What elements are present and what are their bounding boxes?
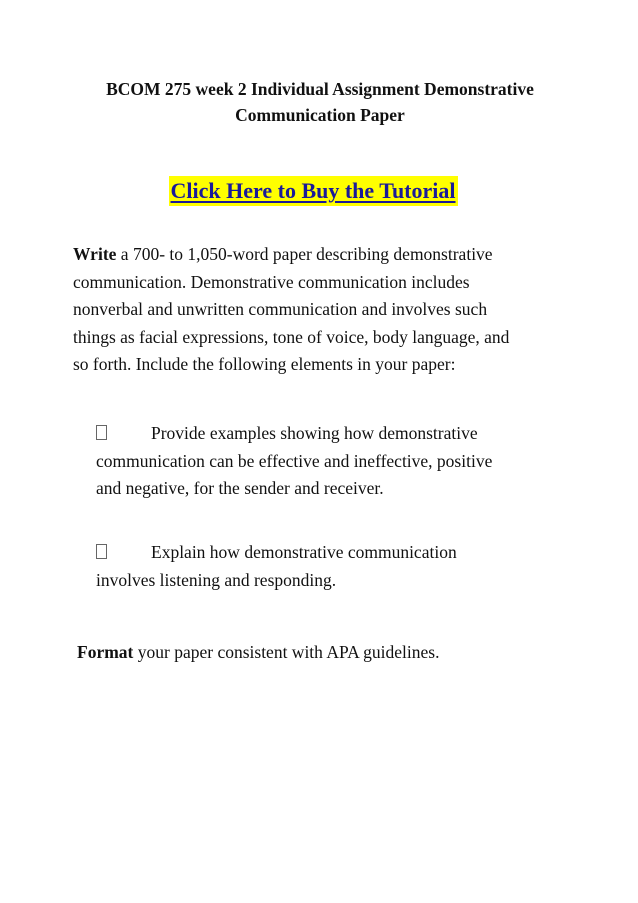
intro-line: so forth. Include the following elements in your paper: [73,354,456,374]
bullet-text: Explain how demonstrative communication [151,542,457,562]
checkbox-icon [96,544,107,559]
intro-line: communication. Demonstrative communication includes [73,271,470,292]
title-line: Communication Paper [235,105,405,125]
bullet-line: and negative, for the sender and receiver. [96,478,384,498]
bullet-line: communication can be effective and ineffective, positive [96,450,493,471]
intro-line: things as facial expressions, tone of voice, body language, and [73,326,510,347]
buy-link-container [0,176,638,206]
buy-tutorial-link[interactable]: Click Here to Buy the Tutorial [169,176,458,206]
format-bold-word: Format [77,642,134,662]
intro-line [73,241,573,269]
intro-line: nonverbal and unwritten communication and involves such [73,299,488,319]
format-paragraph [77,639,577,667]
bullet-item [96,420,576,503]
checkbox-icon [96,425,107,440]
title-line: BCOM 275 week 2 Individual Assignment Demonstrative [106,79,534,99]
bullet-line: involves listening and responding. [96,569,337,590]
intro-text: a 700- to 1,050-word paper describing demonstrative [116,244,493,264]
intro-paragraph [73,241,573,379]
format-text: your paper consistent with APA guidelines. [133,642,440,662]
bullet-item [96,539,576,594]
document-title [60,76,580,128]
bullet-line [96,420,576,448]
bullet-text: Provide examples showing how demonstrative [151,423,478,443]
bullet-line [96,539,576,567]
intro-bold-word: Write [73,244,117,264]
